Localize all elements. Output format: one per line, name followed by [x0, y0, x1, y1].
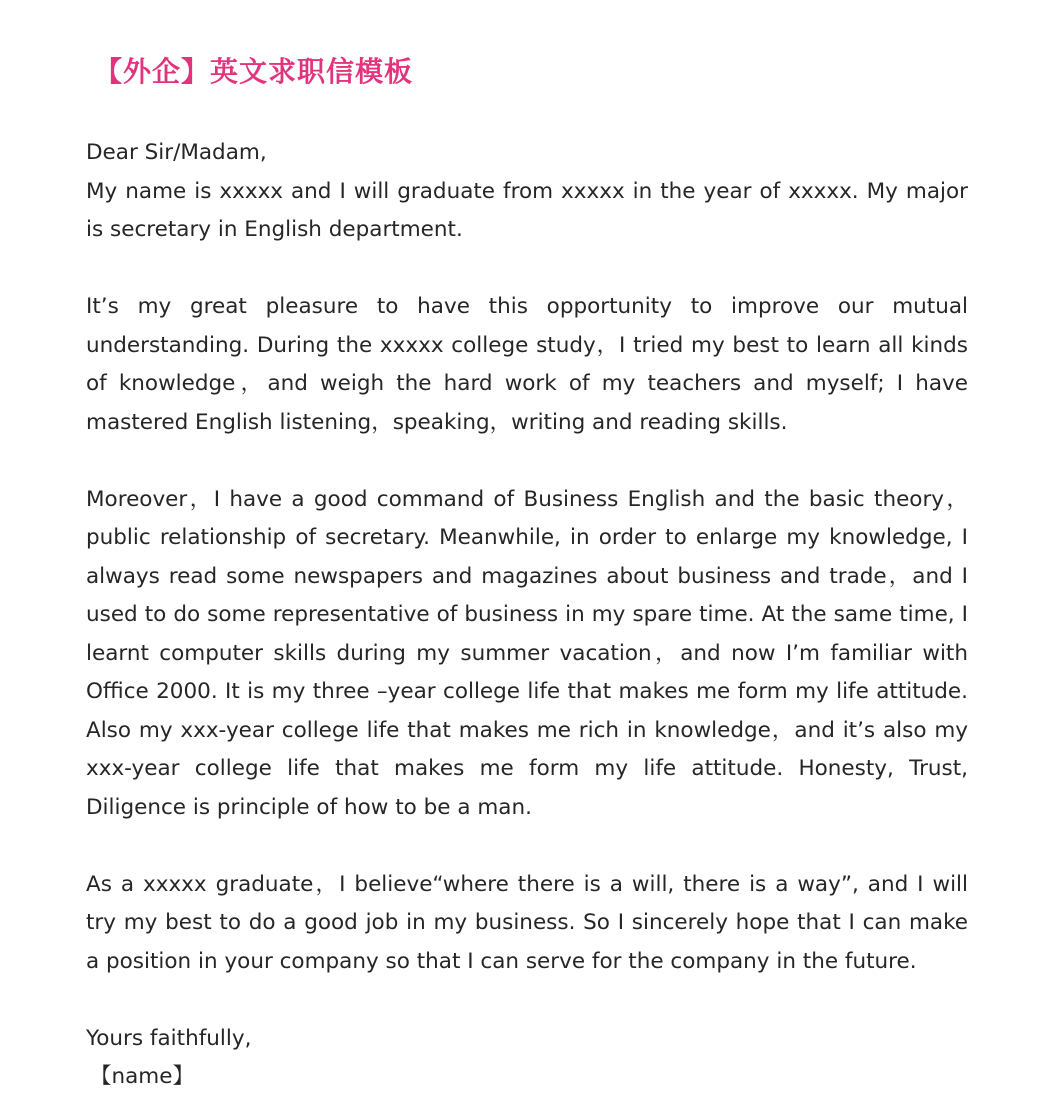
closing: Yours faithfully, [86, 1025, 252, 1051]
letter-body [86, 134, 968, 1097]
signature-name: 【name】 [90, 1064, 194, 1089]
paragraph-closing-statement: As a xxxxx graduate，I believe“where there is a will, there is a way”, and I will try my best to do a good job in my business. So I sincerely hope that I can make a position in your company so that I can serve for the company in the future. [86, 871, 968, 974]
greeting: Dear Sir/Madam, [86, 140, 267, 165]
paragraph-skills: Moreover，I have a good command of Business English and the basic theory， public relationship of secretary. Meanwhile, in order to enlarge my knowledge, I always read some newspapers and magazines about business and trade，and I used to do some representative of business in my spare time. At the same time, I learnt computer skills during my summer vacation，and now I’m familiar with Office 2000. It is my three –year college life that makes me form my life attitude. Also my xxx-year college life that makes me rich in knowledge，and it’s also my xxx-year college life that makes me form my life attitude. Honesty, Trust, Diligence is principle of how to be a man. [86, 486, 968, 820]
document-title: 【外企】英文求职信模板 [94, 55, 414, 88]
paragraph-intro: My name is xxxxx and I will graduate from xxxxx in the year of xxxxx. My major is secretary in English department. [86, 178, 968, 242]
paragraph-study: It’s my great pleasure to have this opportunity to improve our mutual understanding. During the xxxxx college study，I tried my best to learn all kinds of knowledge，and weigh the hard work of my teachers and myself; I have mastered English listening，speaking，writing and reading skills. [86, 294, 968, 435]
